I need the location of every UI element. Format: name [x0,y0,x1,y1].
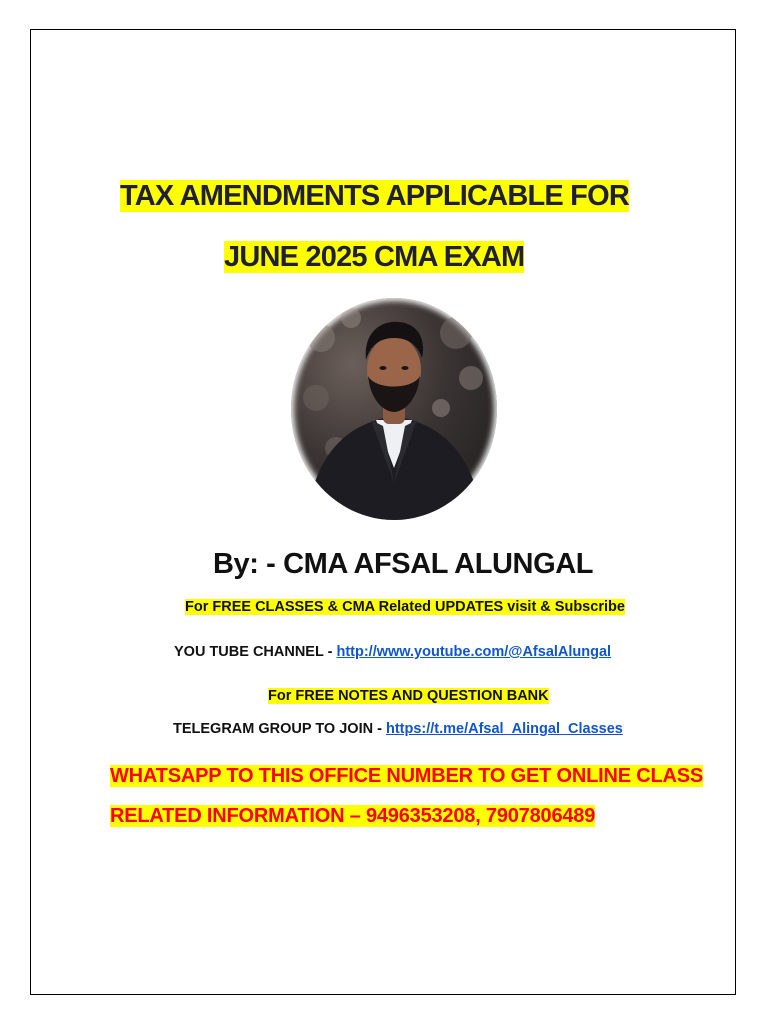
youtube-channel-line [174,642,611,662]
free-classes-text: For FREE CLASSES & CMA Related UPDATES visit & Subscribe [185,599,625,615]
page-title-line-2 [224,237,524,277]
presenter-photo [291,298,497,520]
free-notes-note [268,686,549,706]
free-notes-text: For FREE NOTES AND QUESTION BANK [268,688,549,704]
whatsapp-line-2-text: RELATED INFORMATION – 9496353208, 7907806489 [110,805,596,827]
title-line-2-text: JUNE 2025 CMA EXAM [224,241,525,273]
whatsapp-info-line-1 [110,763,703,790]
youtube-link[interactable]: http://www.youtube.com/@AfsalAlungal [336,644,612,660]
whatsapp-line-1-text: WHATSAPP TO THIS OFFICE NUMBER TO GET ONLINE CLASS [110,765,703,787]
page-title-line-1 [120,176,629,216]
author-byline: By: - CMA AFSAL ALUNGAL [213,548,594,580]
telegram-group-line [173,719,623,739]
presenter-portrait-icon [291,298,497,520]
telegram-link[interactable]: https://t.me/Afsal_Alingal_Classes [385,721,623,737]
youtube-label: YOU TUBE CHANNEL - [174,644,337,660]
whatsapp-info-line-2 [110,803,595,830]
title-line-1-text: TAX AMENDMENTS APPLICABLE FOR [120,180,629,212]
free-classes-note [185,597,625,617]
telegram-label: TELEGRAM GROUP TO JOIN - [173,721,386,737]
